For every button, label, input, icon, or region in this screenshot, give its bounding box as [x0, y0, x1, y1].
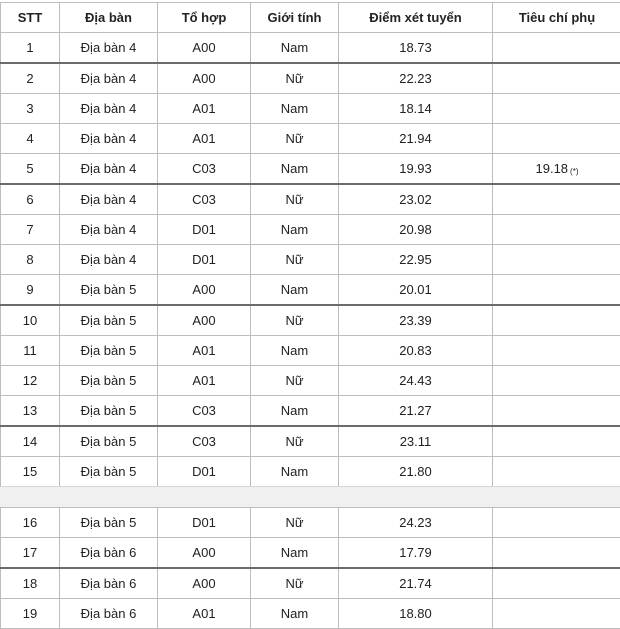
- cell-to-hop: C03: [158, 154, 251, 185]
- cell-gioi-tinh: Nữ: [251, 426, 339, 457]
- table-row: [1, 33, 620, 64]
- table-row: [1, 63, 620, 94]
- cell-stt: 19: [1, 599, 60, 629]
- cell-to-hop: A00: [158, 568, 251, 599]
- cell-stt: 17: [1, 538, 60, 569]
- cell-gioi-tinh: Nam: [251, 538, 339, 569]
- cell-stt: 5: [1, 154, 60, 185]
- cell-dia-ban: Địa bàn 5: [60, 426, 158, 457]
- cell-gioi-tinh: Nam: [251, 599, 339, 629]
- cell-gioi-tinh: Nam: [251, 457, 339, 488]
- header-stt: STT: [1, 3, 60, 33]
- tieu-chi-value: 19.18: [536, 161, 569, 176]
- header-row: [1, 3, 620, 33]
- table-row: [1, 508, 620, 538]
- score-table-part-2: [0, 507, 620, 629]
- cell-dia-ban: Địa bàn 4: [60, 184, 158, 215]
- cell-dia-ban: Địa bàn 4: [60, 245, 158, 275]
- cell-to-hop: A00: [158, 275, 251, 306]
- cell-diem-xet-tuyen: 18.14: [339, 94, 493, 124]
- table-row: [1, 215, 620, 245]
- cell-gioi-tinh: Nữ: [251, 124, 339, 154]
- cell-stt: 4: [1, 124, 60, 154]
- cell-dia-ban: Địa bàn 4: [60, 154, 158, 185]
- cell-tieu-chi-phu: [493, 305, 620, 336]
- cell-diem-xet-tuyen: 22.95: [339, 245, 493, 275]
- cell-diem-xet-tuyen: 19.93: [339, 154, 493, 185]
- cell-to-hop: C03: [158, 184, 251, 215]
- cell-dia-ban: Địa bàn 4: [60, 215, 158, 245]
- cell-gioi-tinh: Nữ: [251, 366, 339, 396]
- cell-tieu-chi-phu: [493, 33, 620, 64]
- header-diem-xet-tuyen: Điểm xét tuyển: [339, 3, 493, 33]
- table-row: [1, 336, 620, 366]
- cell-dia-ban: Địa bàn 6: [60, 568, 158, 599]
- cell-gioi-tinh: Nam: [251, 215, 339, 245]
- cell-gioi-tinh: Nữ: [251, 508, 339, 538]
- cell-stt: 11: [1, 336, 60, 366]
- cell-gioi-tinh: Nữ: [251, 245, 339, 275]
- cell-gioi-tinh: Nam: [251, 33, 339, 64]
- cell-dia-ban: Địa bàn 5: [60, 457, 158, 488]
- cell-diem-xet-tuyen: 20.98: [339, 215, 493, 245]
- cell-tieu-chi-phu: [493, 275, 620, 306]
- table-row: [1, 305, 620, 336]
- cell-diem-xet-tuyen: 23.39: [339, 305, 493, 336]
- cell-tieu-chi-phu: [493, 124, 620, 154]
- cell-dia-ban: Địa bàn 6: [60, 538, 158, 569]
- cell-stt: 1: [1, 33, 60, 64]
- cell-tieu-chi-phu: [493, 245, 620, 275]
- cell-diem-xet-tuyen: 18.80: [339, 599, 493, 629]
- header-to-hop: Tổ hợp: [158, 3, 251, 33]
- cell-diem-xet-tuyen: 22.23: [339, 63, 493, 94]
- table-row: [1, 184, 620, 215]
- table-row: [1, 154, 620, 185]
- cell-tieu-chi-phu: [493, 366, 620, 396]
- cell-gioi-tinh: Nam: [251, 94, 339, 124]
- table-row: [1, 396, 620, 427]
- cell-to-hop: D01: [158, 457, 251, 488]
- cell-stt: 15: [1, 457, 60, 488]
- cell-tieu-chi-phu: [493, 94, 620, 124]
- cell-stt: 14: [1, 426, 60, 457]
- cell-diem-xet-tuyen: 23.11: [339, 426, 493, 457]
- cell-to-hop: A00: [158, 305, 251, 336]
- cell-dia-ban: Địa bàn 5: [60, 396, 158, 427]
- cell-tieu-chi-phu: [493, 599, 620, 629]
- cell-dia-ban: Địa bàn 4: [60, 94, 158, 124]
- cell-stt: 3: [1, 94, 60, 124]
- cell-stt: 12: [1, 366, 60, 396]
- cell-stt: 9: [1, 275, 60, 306]
- cell-gioi-tinh: Nam: [251, 336, 339, 366]
- cell-diem-xet-tuyen: 17.79: [339, 538, 493, 569]
- table-row: [1, 599, 620, 629]
- cell-dia-ban: Địa bàn 5: [60, 366, 158, 396]
- table-row: [1, 457, 620, 488]
- cell-dia-ban: Địa bàn 5: [60, 305, 158, 336]
- cell-to-hop: A01: [158, 94, 251, 124]
- cell-to-hop: A00: [158, 33, 251, 64]
- cell-diem-xet-tuyen: 21.27: [339, 396, 493, 427]
- cell-diem-xet-tuyen: 24.23: [339, 508, 493, 538]
- cell-tieu-chi-phu: [493, 568, 620, 599]
- cell-gioi-tinh: Nữ: [251, 184, 339, 215]
- cell-tieu-chi-phu: [493, 184, 620, 215]
- cell-tieu-chi-phu: [493, 215, 620, 245]
- cell-tieu-chi-phu: [493, 154, 620, 185]
- cell-stt: 6: [1, 184, 60, 215]
- section-gap: [0, 486, 620, 508]
- cell-to-hop: C03: [158, 396, 251, 427]
- cell-to-hop: D01: [158, 508, 251, 538]
- cell-dia-ban: Địa bàn 6: [60, 599, 158, 629]
- cell-tieu-chi-phu: [493, 336, 620, 366]
- cell-stt: 18: [1, 568, 60, 599]
- cell-tieu-chi-phu: [493, 508, 620, 538]
- table-row: [1, 245, 620, 275]
- cell-dia-ban: Địa bàn 4: [60, 33, 158, 64]
- table-row: [1, 94, 620, 124]
- cell-gioi-tinh: Nam: [251, 396, 339, 427]
- header-gioi-tinh: Giới tính: [251, 3, 339, 33]
- cell-tieu-chi-phu: [493, 426, 620, 457]
- cell-dia-ban: Địa bàn 5: [60, 336, 158, 366]
- header-tieu-chi-phu: Tiêu chí phụ: [493, 3, 620, 33]
- cell-gioi-tinh: Nam: [251, 154, 339, 185]
- cell-stt: 2: [1, 63, 60, 94]
- cell-diem-xet-tuyen: 21.80: [339, 457, 493, 488]
- cell-tieu-chi-phu: [493, 538, 620, 569]
- cell-stt: 8: [1, 245, 60, 275]
- score-table-part-1: [0, 2, 620, 488]
- cell-to-hop: A01: [158, 366, 251, 396]
- cell-stt: 7: [1, 215, 60, 245]
- header-dia-ban: Địa bàn: [60, 3, 158, 33]
- cell-tieu-chi-phu: [493, 457, 620, 488]
- cell-diem-xet-tuyen: 23.02: [339, 184, 493, 215]
- cell-to-hop: A00: [158, 63, 251, 94]
- cell-to-hop: A01: [158, 124, 251, 154]
- cell-dia-ban: Địa bàn 4: [60, 63, 158, 94]
- cell-to-hop: D01: [158, 245, 251, 275]
- cell-stt: 13: [1, 396, 60, 427]
- table-row: [1, 426, 620, 457]
- cell-to-hop: C03: [158, 426, 251, 457]
- cell-gioi-tinh: Nữ: [251, 568, 339, 599]
- cell-diem-xet-tuyen: 20.83: [339, 336, 493, 366]
- table-row: [1, 275, 620, 306]
- cell-gioi-tinh: Nam: [251, 275, 339, 306]
- cell-to-hop: A01: [158, 599, 251, 629]
- cell-to-hop: A01: [158, 336, 251, 366]
- cell-to-hop: D01: [158, 215, 251, 245]
- cell-diem-xet-tuyen: 20.01: [339, 275, 493, 306]
- cell-dia-ban: Địa bàn 5: [60, 508, 158, 538]
- cell-gioi-tinh: Nữ: [251, 305, 339, 336]
- table-row: [1, 568, 620, 599]
- cell-stt: 16: [1, 508, 60, 538]
- cell-to-hop: A00: [158, 538, 251, 569]
- table-row: [1, 538, 620, 569]
- cell-dia-ban: Địa bàn 4: [60, 124, 158, 154]
- footnote-mark: (*): [570, 167, 578, 176]
- cell-diem-xet-tuyen: 18.73: [339, 33, 493, 64]
- cell-tieu-chi-phu: [493, 63, 620, 94]
- cell-tieu-chi-phu: [493, 396, 620, 427]
- cell-dia-ban: Địa bàn 5: [60, 275, 158, 306]
- table-row: [1, 366, 620, 396]
- table-row: [1, 124, 620, 154]
- cell-gioi-tinh: Nữ: [251, 63, 339, 94]
- cell-stt: 10: [1, 305, 60, 336]
- cell-diem-xet-tuyen: 21.94: [339, 124, 493, 154]
- cell-diem-xet-tuyen: 24.43: [339, 366, 493, 396]
- cell-diem-xet-tuyen: 21.74: [339, 568, 493, 599]
